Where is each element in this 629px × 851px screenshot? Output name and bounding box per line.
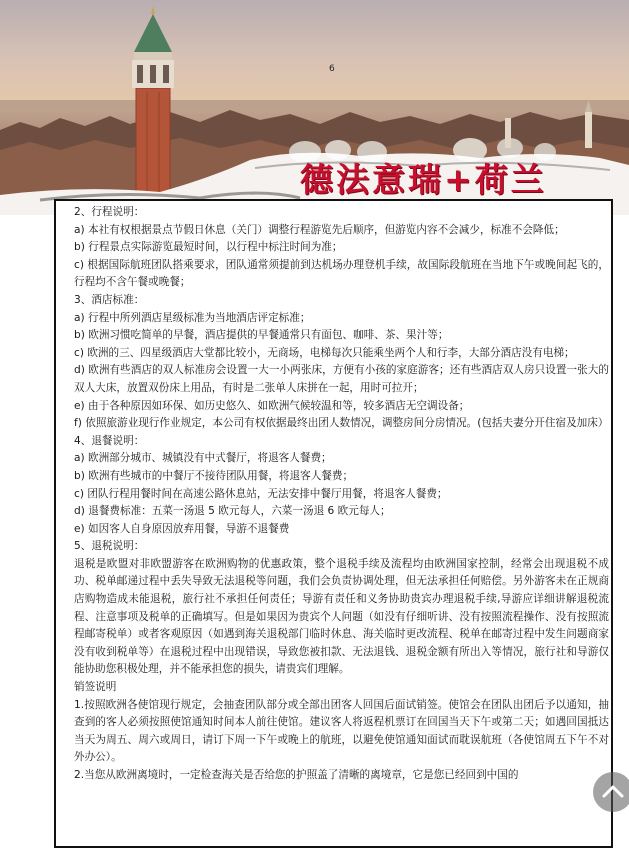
page-number: 6 [329, 64, 335, 74]
itinerary-notes [74, 204, 609, 848]
list-item: c) 欧洲的三、四星级酒店大堂都比较小，无商场，电梯每次只能乘坐两个人和行李，大部分酒店没有电梯； [74, 346, 575, 359]
list-item: b) 行程景点实际游览最短时间，以行程中标注时间为准； [74, 241, 343, 254]
visa-cancel-item: 1.按照欧洲各使馆现行规定，会抽查团队部分或全部出团客人回国后面试销签。使馆会在团队出团后予以通知，抽查到的客人必须按照使馆通知时间本人前往使馆。建议客人将返程机票订在回国当天下午或第二天；如遇回国抵达当天为周五、周六或周日，请订下周一下午或晚上的航班，以避免使馆通知面试而耽误航班（各使馆周五下午不对外办公）。 [74, 698, 609, 764]
list-item: f) 依照旅游业现行作业规定，本公司有权依据最终出团人数情况，调整房间分房情况。(包括夫妻分开住宿及加床） [74, 417, 609, 430]
list-item: e) 如因客人自身原因放弃用餐，导游不退餐费 [74, 522, 290, 535]
list-item: a) 行程中所列酒店星级标准为当地酒店评定标准； [74, 311, 311, 324]
list-item: d) 退餐费标准：五菜一汤退 5 欧元每人，六菜一汤退 6 欧元每人； [74, 505, 391, 518]
section-heading-hotel: 3、酒店标准： [74, 293, 145, 306]
section-heading-meal-refund: 4、退餐说明： [74, 434, 145, 447]
list-item: e) 由于各种原因如环保、如历史悠久、如欧洲气候较温和等，较多酒店无空调设备； [74, 399, 470, 412]
banner-title: 德法意瑞+荷兰 [300, 160, 547, 199]
visa-cancel-item: 2.当您从欧洲离境时，一定检查海关是否给您的护照盖了清晰的离境章，它是您已经回到中国的 [74, 769, 519, 781]
list-item: c) 根据国际航班团队搭乘要求，团队通常须提前到达机场办理登机手续，故国际段航班在当地下午或晚间起飞的，行程均不含午餐或晚餐； [74, 258, 609, 289]
list-item: b) 欧洲习惯吃简单的早餐，酒店提供的早餐通常只有面包、咖啡、茶、果汁等； [74, 329, 449, 342]
section-heading-tax-refund: 5、退税说明： [74, 540, 145, 553]
list-item: d) 欧洲有些酒店的双人标准房会设置一大一小两张床，方便有小孩的家庭游客；还有些酒店双人房只设置一张大的双人大床，放置双份床上用品，有时是二张单人床拼在一起，用时可拉开； [74, 364, 609, 394]
section-heading-visa-cancel: 销签说明 [74, 681, 117, 694]
section-heading-itinerary: 2、行程说明： [74, 206, 145, 218]
list-item: a) 本社有权根据景点节假日休息（关门）调整行程游览先后顺序，但游览内容不会减少，标准不会降低； [74, 223, 565, 236]
header-banner [0, 0, 629, 215]
scroll-to-top-button[interactable] [593, 772, 629, 812]
tax-refund-paragraph: 退税是欧盟对非欧盟游客在欧洲购物的优惠政策，整个退税手续及流程均由欧洲国家控制，经常会出现退税不成功、税单邮递过程中丢失导致无法退税等问题，我们会负责协调处理，但无法承担任何赔偿。另外游客未在正规商店购物造成未能退税，旅行社不承担任何责任；导游有责任和义务协助贵宾办理退税手续,导游应详细讲解退税流程、注意事项及税单的正确填写。但是如果因为贵宾个人问题（如没有仔细听讲、没有按照流程操作、没有按照流程邮寄税单）或者客观原因（如遇到海关退税部门临时休息、海关临时更改流程、税单在邮寄过程中发生问题商家没有收到税单等）在退税过程中出现错误，导致您被扣款、无法退钱、退税金额有所出入等情况，旅行社和导游仅能协助您积极处理，并不能承担您的损失，请贵宾们理解。 [74, 557, 609, 676]
list-item: b) 欧洲有些城市的中餐厅不接待团队用餐，将退客人餐费； [74, 469, 354, 482]
chevron-up-icon [593, 772, 629, 812]
list-item: c) 团队行程用餐时间在高速公路休息站，无法安排中餐厅用餐，将退客人餐费； [74, 487, 448, 500]
list-item: a) 欧洲部分城市、城镇没有中式餐厅，将退客人餐费； [74, 452, 332, 465]
